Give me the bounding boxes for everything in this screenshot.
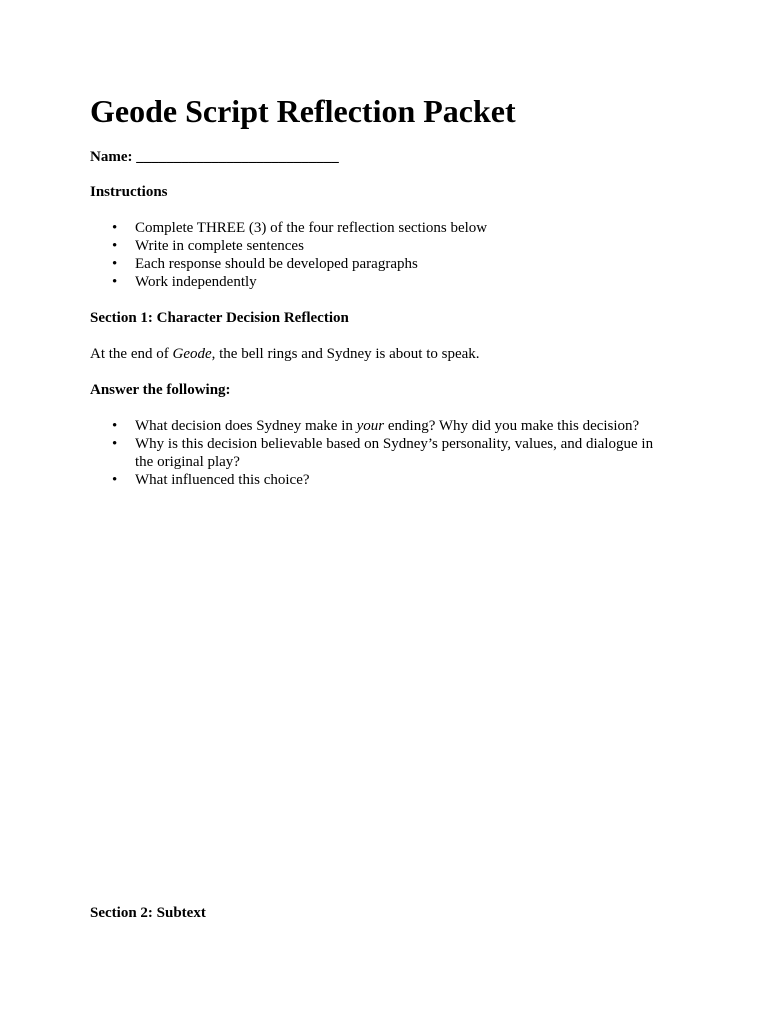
bullet-icon: • [112, 418, 118, 434]
bullet-icon: • [112, 238, 118, 254]
bullet-icon: • [112, 472, 118, 488]
intro-text-before: At the end of [90, 346, 173, 362]
question-text-after: ending? Why did you make this decision? [384, 418, 640, 434]
name-blank: ___________________________ [136, 149, 339, 165]
list-item [90, 417, 670, 435]
question-text-before: What decision does Sydney make in [135, 418, 357, 434]
play-title: Geode [172, 346, 212, 362]
list-item [90, 471, 670, 489]
section2-heading: Section 2: Subtext [90, 905, 206, 921]
section1-heading: Section 1: Character Decision Reflection [90, 310, 349, 326]
name-label: Name: [90, 149, 133, 165]
list-item [90, 255, 670, 273]
instructions-heading: Instructions [90, 184, 168, 200]
bullet-icon: • [112, 256, 118, 272]
bullet-icon: • [112, 274, 118, 290]
document-title: Geode Script Reflection Packet [90, 93, 516, 129]
section1-intro [90, 345, 480, 363]
question-emphasis: your [356, 418, 385, 434]
bullet-icon: • [112, 436, 118, 452]
question-text: What influenced this choice? [135, 472, 310, 488]
instruction-text: Each response should be developed paragraphs [135, 256, 418, 272]
instruction-text: Work independently [135, 274, 257, 290]
intro-text-after: , the bell rings and Sydney is about to speak. [211, 346, 480, 362]
question-text: Why is this decision believable based on Sydney’s personality, values, and dialogue in the original play? [135, 436, 654, 470]
questions-list [90, 417, 670, 489]
list-item [90, 237, 670, 255]
name-field-line [90, 148, 339, 166]
instruction-text: Complete THREE (3) of the four reflection sections below [135, 220, 488, 236]
list-item [90, 273, 670, 291]
bullet-icon: • [112, 220, 118, 236]
instruction-text: Write in complete sentences [135, 238, 304, 254]
list-item [90, 219, 670, 237]
answer-heading: Answer the following: [90, 382, 231, 398]
instructions-list [90, 219, 670, 291]
list-item [90, 435, 670, 471]
